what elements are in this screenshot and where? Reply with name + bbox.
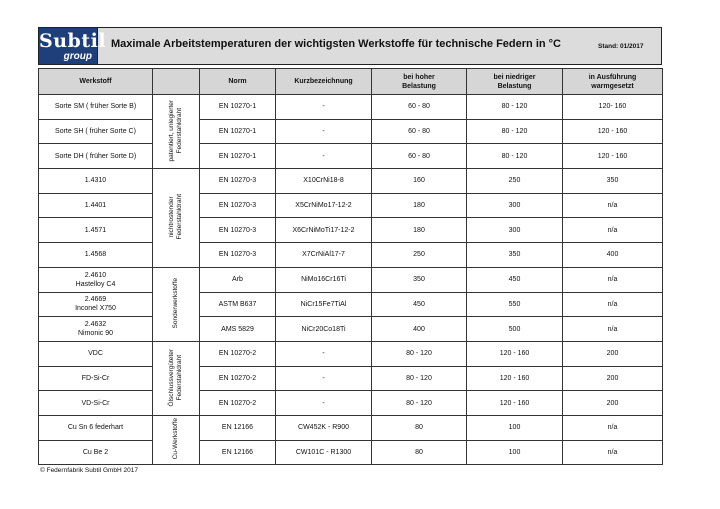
kurz-value: NiCr15Fe7TiAl [300,300,347,308]
kurz-value: - [322,374,325,382]
cell-kurz [276,119,372,144]
cell-kurz [276,317,372,342]
cell-hoch [372,95,467,120]
cell-warm [563,95,663,120]
warm-value: 400 [606,251,619,259]
temperature-table [38,68,663,465]
norm-value: EN 12166 [221,424,254,432]
logo-group: group [63,51,92,62]
werkstoff-value: Cu Sn 6 federhart [67,424,124,432]
cell-warm [563,169,663,194]
werkstoff-value: 1.4401 [84,202,107,210]
niedrig-value: 250 [508,177,521,185]
cell-norm [200,243,276,268]
cell-warm [563,144,663,169]
table-row [39,341,663,366]
cell-niedrig [467,317,563,342]
table-row [39,218,663,243]
werkstoff-value: Sorte DH ( früher Sorte D) [54,152,137,160]
cell-kurz [276,366,372,391]
cell-warm [563,415,663,440]
table-row [39,95,663,120]
hoch-value: 80 [415,424,423,432]
col-group [153,69,200,95]
werkstoff-value: 2.4610 Hastelloy C4 [75,271,116,288]
col-warmgesetzt-label: in Ausführung warmgesetzt [588,73,637,90]
cell-norm [200,169,276,194]
cell-werkstoff [39,391,153,416]
cell-kurz [276,218,372,243]
cell-niedrig [467,292,563,317]
niedrig-value: 550 [508,300,521,308]
col-warmgesetzt [563,69,663,95]
cell-warm [563,292,663,317]
table-row [39,317,663,342]
kurz-value: - [322,399,325,407]
group-label: Cu-Werkstoffe [172,418,179,460]
cell-warm [563,440,663,465]
cell-warm [563,267,663,292]
werkstoff-value: VDC [88,350,103,358]
werkstoff-value: Sorte SM ( früher Sorte B) [54,103,137,111]
table-row [39,169,663,194]
cell-warm [563,341,663,366]
cell-norm [200,391,276,416]
cell-hoch [372,391,467,416]
niedrig-value: 80 - 120 [501,152,528,160]
footer-copyright: © Federnfabrik Subtil GmbH 2017 [40,467,139,474]
cell-hoch [372,317,467,342]
norm-value: AMS 5829 [221,325,254,333]
table-row [39,391,663,416]
niedrig-value: 120 - 160 [499,350,530,358]
group-label: Sonderwerkstoffe [172,278,179,329]
cell-hoch [372,292,467,317]
group-label-cell [153,169,200,268]
cell-warm [563,218,663,243]
kurz-value: NiMo16Cr16Ti [301,276,346,284]
cell-niedrig [467,218,563,243]
cell-norm [200,415,276,440]
group-label: Ölschlussvergüteter Federstahldraht [168,348,183,407]
cell-kurz [276,144,372,169]
cell-kurz [276,169,372,194]
cell-hoch [372,144,467,169]
cell-werkstoff [39,218,153,243]
norm-value: EN 10270-3 [218,202,257,210]
kurz-value: X10CrNi18-8 [303,177,344,185]
cell-werkstoff [39,415,153,440]
werkstoff-value: 2.4632 Nimonic 90 [77,321,113,338]
warm-value: n/a [607,325,618,333]
norm-value: Arb [232,276,243,284]
niedrig-value: 80 - 120 [501,103,528,111]
col-kurzbezeichnung: Kurzbezeichnung [276,69,372,95]
warm-value: 120 - 160 [597,152,628,160]
cell-niedrig [467,341,563,366]
kurz-value: - [322,128,325,136]
cell-hoch [372,193,467,218]
cell-niedrig [467,144,563,169]
cell-kurz [276,267,372,292]
norm-value: EN 10270-3 [218,226,257,234]
hoch-value: 80 - 120 [406,399,432,407]
cell-norm [200,292,276,317]
warm-value: 200 [606,350,619,358]
niedrig-value: 100 [508,424,521,432]
cell-niedrig [467,243,563,268]
niedrig-value: 100 [508,448,521,456]
kurz-value: - [322,103,325,111]
norm-value: EN 10270-2 [218,399,257,407]
table-row [39,292,663,317]
niedrig-value: 350 [508,251,521,259]
cell-hoch [372,218,467,243]
norm-value: EN 10270-1 [218,152,257,160]
niedrig-value: 80 - 120 [501,128,528,136]
cell-hoch [372,169,467,194]
table-row [39,193,663,218]
cell-hoch [372,415,467,440]
subtil-logo [38,27,107,65]
table-row [39,415,663,440]
cell-norm [200,119,276,144]
cell-kurz [276,440,372,465]
hoch-value: 180 [413,226,425,234]
cell-werkstoff [39,193,153,218]
table-body [39,95,663,465]
warm-value: 350 [606,177,619,185]
hoch-value: 80 - 120 [406,374,432,382]
cell-niedrig [467,391,563,416]
cell-norm [200,366,276,391]
warm-value: 200 [606,374,619,382]
cell-hoch [372,341,467,366]
niedrig-value: 300 [508,226,521,234]
niedrig-value: 120 - 160 [499,374,530,382]
cell-norm [200,144,276,169]
warm-value: 120 - 160 [597,128,628,136]
cell-warm [563,391,663,416]
kurz-value: X7CrNiAl17-7 [302,251,345,259]
niedrig-value: 500 [508,325,521,333]
cell-werkstoff [39,243,153,268]
cell-warm [563,243,663,268]
werkstoff-value: Cu Be 2 [82,448,109,456]
niedrig-value: 120 - 160 [499,399,530,407]
cell-warm [563,193,663,218]
warm-value: n/a [607,202,618,210]
cell-werkstoff [39,341,153,366]
cell-niedrig [467,267,563,292]
cell-hoch [372,267,467,292]
table-row [39,144,663,169]
cell-werkstoff [39,317,153,342]
cell-warm [563,317,663,342]
group-label-cell [153,267,200,341]
warm-value: n/a [607,226,618,234]
hoch-value: 450 [413,300,425,308]
hoch-value: 180 [413,202,425,210]
werkstoff-value: 1.4568 [84,251,107,259]
warm-value: 200 [606,399,619,407]
warm-value: 120- 160 [598,103,627,111]
norm-value: EN 10270-2 [218,350,257,358]
warm-value: n/a [607,448,618,456]
norm-value: EN 10270-3 [218,251,257,259]
table-row [39,243,663,268]
cell-werkstoff [39,292,153,317]
norm-value: EN 10270-1 [218,103,257,111]
cell-norm [200,218,276,243]
cell-hoch [372,440,467,465]
norm-value: EN 10270-3 [218,177,257,185]
cell-norm [200,440,276,465]
table-row [39,267,663,292]
cell-niedrig [467,95,563,120]
hoch-value: 80 [415,448,423,456]
niedrig-value: 450 [508,276,521,284]
stand-date: Stand: 01/2017 [598,43,644,50]
cell-kurz [276,243,372,268]
hoch-value: 160 [413,177,425,185]
norm-value: EN 10270-2 [218,374,257,382]
niedrig-value: 300 [508,202,521,210]
col-werkstoff: Werkstoff [39,69,153,95]
page-title: Maximale Arbeitstemperaturen der wichtigsten Werkstoffe für technische Federn in °C [110,38,561,50]
cell-norm [200,95,276,120]
cell-kurz [276,415,372,440]
table-row [39,119,663,144]
warm-value: n/a [607,424,618,432]
kurz-value: - [322,350,325,358]
logo-brand: Subtil [39,30,107,52]
werkstoff-value: VD-Si-Cr [81,399,110,407]
cell-werkstoff [39,95,153,120]
cell-norm [200,317,276,342]
norm-value: EN 10270-1 [218,128,257,136]
cell-kurz [276,95,372,120]
cell-niedrig [467,169,563,194]
table-row [39,440,663,465]
werkstoff-value: 1.4571 [84,226,107,234]
kurz-value: - [322,152,325,160]
werkstoff-value: FD-Si-Cr [81,374,110,382]
cell-niedrig [467,193,563,218]
cell-kurz [276,391,372,416]
cell-hoch [372,243,467,268]
cell-norm [200,267,276,292]
cell-hoch [372,366,467,391]
kurz-value: NiCr20Co18Ti [301,325,346,333]
group-label-cell [153,95,200,169]
col-norm: Norm [200,69,276,95]
hoch-value: 250 [413,251,425,259]
hoch-value: 80 - 120 [406,350,432,358]
hoch-value: 60 - 80 [408,103,430,111]
cell-kurz [276,341,372,366]
cell-werkstoff [39,119,153,144]
kurz-value: CW452K - R900 [298,424,349,432]
cell-niedrig [467,415,563,440]
cell-niedrig [467,119,563,144]
cell-norm [200,341,276,366]
werkstoff-value: 1.4310 [84,177,107,185]
kurz-value: X5CrNiMo17-12-2 [295,202,352,210]
cell-werkstoff [39,169,153,194]
cell-werkstoff [39,144,153,169]
col-hohe-belastung [372,69,467,95]
group-label-cell [153,415,200,464]
cell-werkstoff [39,267,153,292]
kurz-value: X6CrNiMoTi17-12-2 [292,226,355,234]
cell-kurz [276,193,372,218]
hoch-value: 60 - 80 [408,128,430,136]
cell-warm [563,366,663,391]
norm-value: ASTM B637 [218,300,257,308]
cell-werkstoff [39,366,153,391]
warm-value: n/a [607,300,618,308]
cell-hoch [372,119,467,144]
cell-warm [563,119,663,144]
col-hohe-belastung-label: bei hoher Belastung [402,73,436,90]
cell-kurz [276,292,372,317]
table-row [39,366,663,391]
hoch-value: 60 - 80 [408,152,430,160]
kurz-value: CW101C - R1300 [295,448,352,456]
table-header-row [39,69,663,95]
werkstoff-value: Sorte SH ( früher Sorte C) [55,128,136,136]
cell-norm [200,193,276,218]
group-label: nichtrostender Federstahldraht [168,194,183,240]
col-niedrige-belastung-label: bei niedriger Belastung [493,73,536,90]
warm-value: n/a [607,276,618,284]
group-label-cell [153,341,200,415]
werkstoff-value: 2.4669 Inconel X750 [75,296,116,313]
col-niedrige-belastung [467,69,563,95]
cell-werkstoff [39,440,153,465]
norm-value: EN 12166 [221,448,254,456]
hoch-value: 350 [413,276,425,284]
cell-niedrig [467,440,563,465]
group-label: patentiert, unlegierter Federstahldraht [168,99,183,162]
hoch-value: 400 [413,325,425,333]
cell-niedrig [467,366,563,391]
